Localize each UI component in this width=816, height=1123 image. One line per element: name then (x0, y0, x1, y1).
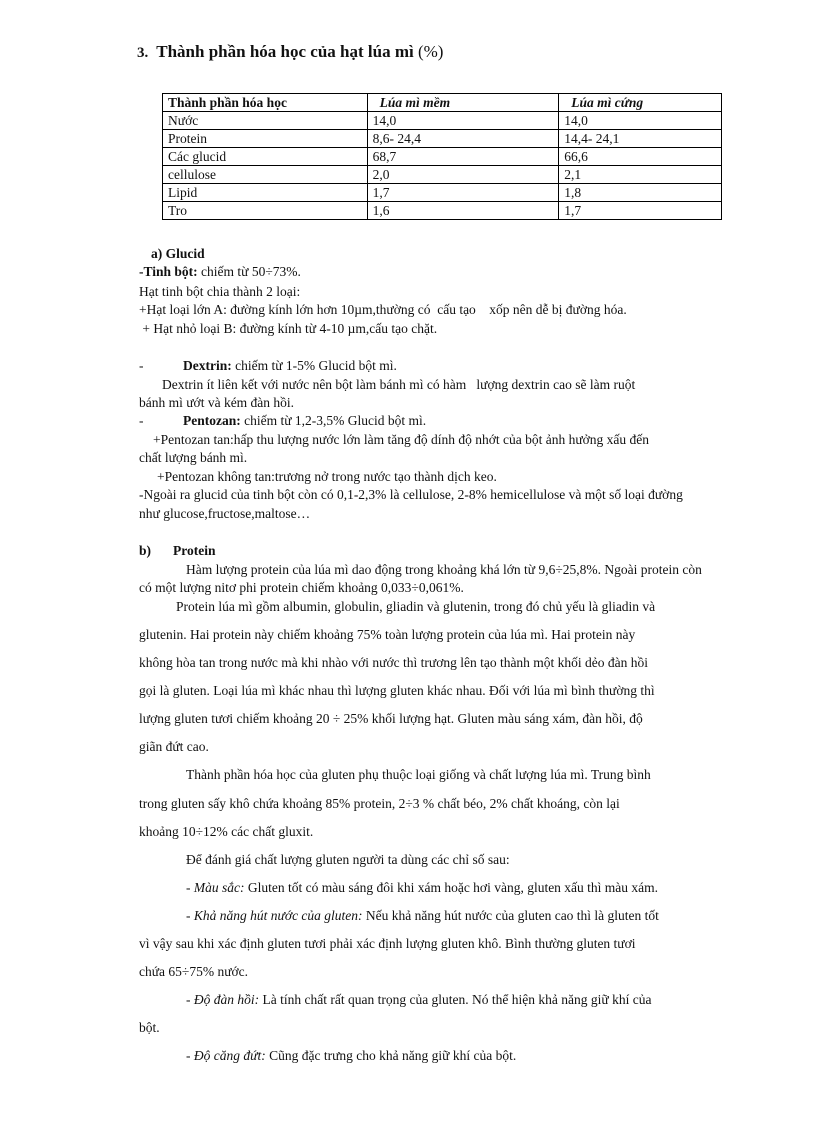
section-number: 3. (137, 45, 149, 61)
paragraph-line: gọi là gluten. Loại lúa mì khác nhau thì lượng gluten khác nhau. Đối với lúa mì bình thường thì (139, 683, 655, 698)
table-cell: Nước (163, 112, 368, 130)
table-row (163, 184, 722, 202)
tinh-bot-line (139, 263, 301, 280)
protein-title: Protein (173, 543, 216, 558)
list-dash: - (139, 358, 144, 373)
kha-nang-text: Nếu khả năng hút nước của gluten cao thì là gluten tốt (362, 908, 659, 923)
paragraph-line: Để đánh giá chất lượng gluten người ta dùng các chỉ số sau: (186, 852, 510, 867)
table-header: Lúa mì cứng (559, 94, 722, 112)
paragraph-line: lượng gluten tươi chiếm khoảng 20 ÷ 25% khối lượng hạt. Gluten màu sáng xám, đàn hồi, độ (139, 711, 643, 726)
paragraph-line: như glucose,fructose,maltose… (139, 506, 311, 521)
table-cell: 14,0 (559, 112, 722, 130)
paragraph-line: bánh mì ướt và kém đàn hồi. (139, 395, 295, 410)
dextrin-line (139, 357, 397, 374)
list-dash: - (139, 413, 144, 428)
table-cell: Tro (163, 202, 368, 220)
dextrin-text: chiếm từ 1-5% Glucid bột mì. (231, 358, 397, 373)
table-row (163, 202, 722, 220)
paragraph-line: +Pentozan không tan:trương nở trong nước tạo thành dịch keo. (157, 469, 497, 484)
paragraph-line: khoảng 10÷12% các chất gluxit. (139, 824, 314, 839)
dan-hoi-label: - Độ đàn hồi: (186, 992, 260, 1007)
dextrin-label: Dextrin: (183, 358, 232, 373)
dan-hoi-line (186, 991, 651, 1008)
paragraph-line: Hạt tinh bột chia thành 2 loại: (139, 284, 301, 299)
table-cell: 2,1 (559, 166, 722, 184)
tinh-bot-text: chiếm từ 50÷73%. (197, 264, 301, 279)
table-cell: 1,7 (367, 184, 559, 202)
paragraph-line: bột. (139, 1020, 160, 1035)
pentozan-text: chiếm từ 1,2-3,5% Glucid bột mì. (240, 413, 427, 428)
table-cell: 1,6 (367, 202, 559, 220)
section-heading (137, 42, 443, 62)
table-header-row (163, 94, 722, 112)
table-cell: 14,0 (367, 112, 559, 130)
paragraph-line: Hàm lượng protein của lúa mì dao động trong khoảng khá lớn từ 9,6÷25,8%. Ngoài protein còn (186, 562, 702, 577)
paragraph-line: + Hạt nhỏ loại B: đường kính từ 4-10 µm,cấu tạo chặt. (139, 321, 438, 336)
composition-table (162, 93, 722, 220)
paragraph-line: +Pentozan tan:hấp thu lượng nước lớn làm tăng độ dính độ nhớt của bột ảnh hưởng xấu đến (153, 432, 650, 447)
kha-nang-label: - Khả năng hút nước của gluten: (186, 908, 363, 923)
section-unit: (%) (417, 42, 444, 61)
table-header: Lúa mì mềm (367, 94, 559, 112)
dan-hoi-text: Là tính chất rất quan trọng của gluten. Nó thể hiện khả năng giữ khí của (259, 992, 652, 1007)
cang-dut-label: - Độ căng đứt: (186, 1048, 266, 1063)
table-cell: 68,7 (367, 148, 559, 166)
paragraph-line: glutenin. Hai protein này chiếm khoảng 75% toàn lượng protein của lúa mì. Hai protein này (139, 627, 636, 642)
table-cell: Các glucid (163, 148, 368, 166)
paragraph-line: có một lượng nitơ phi protein chiếm khoảng 0,033÷0,061%. (139, 580, 464, 595)
table-cell: Lipid (163, 184, 368, 202)
paragraph-line: giãn đứt cao. (139, 739, 209, 754)
tinh-bot-label: -Tinh bột: (139, 264, 198, 279)
paragraph-line: trong gluten sấy khô chứa khoảng 85% protein, 2÷3 % chất béo, 2% chất khoáng, còn lại (139, 796, 620, 811)
table-cell: cellulose (163, 166, 368, 184)
mau-sac-label: - Màu sắc: (186, 880, 245, 895)
paragraph-line: chất lượng bánh mì. (139, 450, 248, 465)
table-cell: 66,6 (559, 148, 722, 166)
cang-dut-text: Cũng đặc trưng cho khả năng giữ khí của bột. (265, 1048, 517, 1063)
table-cell: 8,6- 24,4 (367, 130, 559, 148)
mau-sac-text: Gluten tốt có màu sáng đôi khi xám hoặc hơi vàng, gluten xấu thì màu xám. (244, 880, 659, 895)
table-cell: 1,8 (559, 184, 722, 202)
paragraph-line: Dextrin ít liên kết với nước nên bột làm bánh mì có hàm lượng dextrin cao sẽ làm ruột (162, 377, 636, 392)
table-row (163, 112, 722, 130)
table-cell: 1,7 (559, 202, 722, 220)
paragraph-line: -Ngoài ra glucid của tinh bột còn có 0,1-2,3% là cellulose, 2-8% hemicellulose và một số loại đường (139, 487, 683, 502)
paragraph-line: vì vậy sau khi xác định gluten tươi phải xác định lượng gluten khô. Bình thường gluten tươi (139, 936, 636, 951)
cang-dut-line (186, 1047, 516, 1064)
table-cell: 14,4- 24,1 (559, 130, 722, 148)
mau-sac-line (186, 879, 658, 896)
paragraph-line: Protein lúa mì gồm albumin, globulin, gliadin và glutenin, trong đó chủ yếu là gliadin và (176, 599, 656, 614)
table-row (163, 130, 722, 148)
table-row (163, 148, 722, 166)
protein-heading (139, 542, 216, 559)
table-cell: 2,0 (367, 166, 559, 184)
protein-label: b) (139, 543, 152, 558)
pentozan-label: Pentozan: (183, 413, 241, 428)
kha-nang-line (186, 907, 659, 924)
glucid-heading: a) Glucid (151, 246, 205, 261)
paragraph-line: không hòa tan trong nước mà khi nhào với nước thì trương lên tạo thành một khối dẻo đàn hồi (139, 655, 649, 670)
table-header: Thành phần hóa học (163, 94, 368, 112)
paragraph-line: +Hạt loại lớn A: đường kính lớn hơn 10µm,thường có cấu tạo xốp nên dễ bị đường hóa. (139, 302, 627, 317)
paragraph-line: Thành phần hóa học của gluten phụ thuộc loại giống và chất lượng lúa mì. Trung bình (186, 767, 651, 782)
pentozan-line (139, 412, 426, 429)
section-title: Thành phần hóa học của hạt lúa mì (156, 42, 414, 61)
table-cell: Protein (163, 130, 368, 148)
table-row (163, 166, 722, 184)
paragraph-line: chứa 65÷75% nước. (139, 964, 249, 979)
